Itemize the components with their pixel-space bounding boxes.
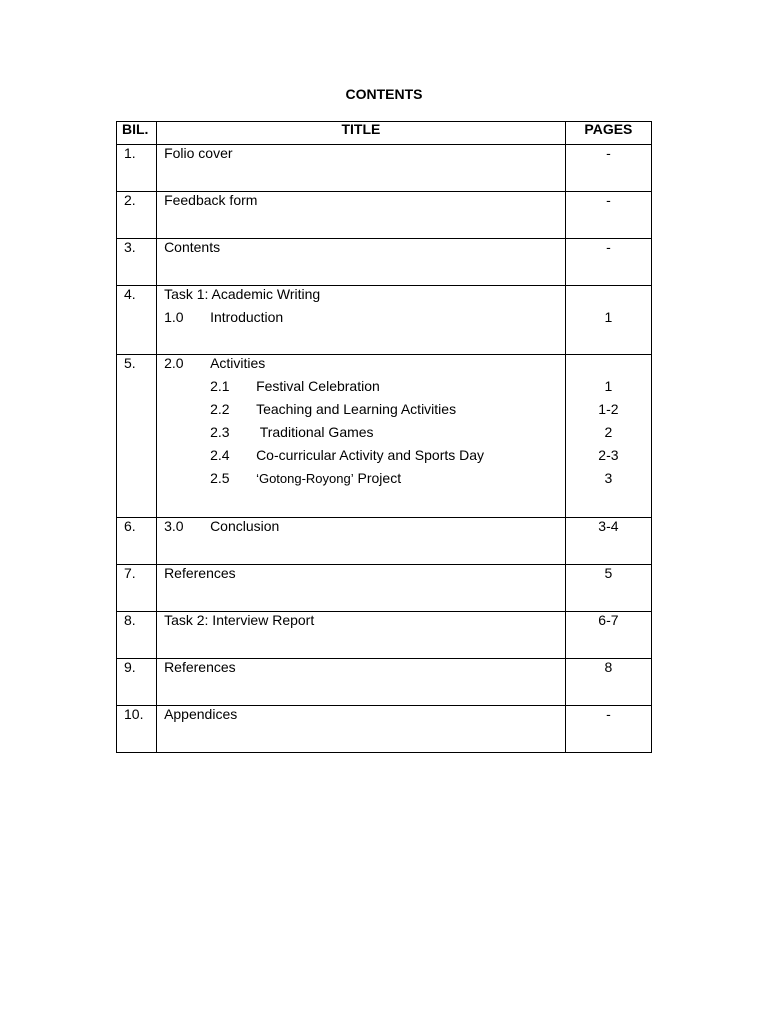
row-pages: - <box>606 192 611 208</box>
activity-number: 2.1 <box>210 378 230 394</box>
activity-label: Traditional Games <box>256 424 374 440</box>
row-number: 6. <box>124 518 136 534</box>
table-row <box>117 239 652 286</box>
header-title: TITLE <box>157 122 566 145</box>
table-row <box>117 565 652 612</box>
section-number: 3.0 <box>164 518 184 534</box>
row-title: References <box>164 659 236 675</box>
row-pages: - <box>606 706 611 722</box>
table-row <box>117 659 652 706</box>
row-pages: - <box>606 239 611 255</box>
section-line <box>164 518 565 541</box>
row-title: Feedback form <box>164 192 258 208</box>
row-title: Contents <box>164 239 221 255</box>
activity-label: Teaching and Learning Activities <box>256 401 457 417</box>
activity-pages: 1-2 <box>598 401 619 417</box>
activity-item <box>164 447 565 470</box>
activity-number: 2.4 <box>210 447 230 463</box>
row-number: 9. <box>124 659 136 675</box>
row-number: 3. <box>124 239 136 255</box>
section-title: Conclusion <box>210 518 280 534</box>
row-pages: - <box>606 145 611 161</box>
activity-number: 2.5 <box>210 470 230 486</box>
activity-label: Co-curricular Activity and Sports Day <box>256 447 485 463</box>
row-pages: 8 <box>604 659 613 675</box>
table-row <box>117 286 652 355</box>
subsection-number: 1.0 <box>164 309 184 325</box>
activity-pages: 2-3 <box>598 447 619 463</box>
row-title: Folio cover <box>164 145 233 161</box>
activity-number: 2.2 <box>210 401 230 417</box>
section-title: Activities <box>210 355 266 371</box>
row-title: References <box>164 565 236 581</box>
row-number: 1. <box>124 145 136 161</box>
activity-pages: 2 <box>604 424 613 440</box>
row-pages: 6-7 <box>598 612 619 628</box>
activity-label: Festival Celebration <box>256 378 380 394</box>
subsection-title: Introduction <box>210 309 284 325</box>
row-pages: 1 <box>604 309 613 325</box>
table-row <box>117 612 652 659</box>
header-pages: PAGES <box>565 122 651 145</box>
row-title: Task 2: Interview Report <box>164 612 315 628</box>
row-number: 7. <box>124 565 136 581</box>
row-number: 10. <box>124 706 144 722</box>
row-title: Appendices <box>164 706 238 722</box>
activity-item <box>164 378 565 401</box>
activity-pages: 1 <box>604 378 613 394</box>
activity-label-quoted: ‘Gotong-Royong’ <box>256 471 354 486</box>
table-header-row <box>117 122 652 145</box>
row-number: 2. <box>124 192 136 208</box>
activity-item <box>164 470 565 493</box>
activity-pages: 3 <box>604 470 613 486</box>
row-pages: 3-4 <box>598 518 619 534</box>
section-line <box>164 355 565 378</box>
page-title: CONTENTS <box>345 86 423 102</box>
activity-item <box>164 401 565 424</box>
row-number: 4. <box>124 286 136 302</box>
subsection-line <box>164 309 565 332</box>
table-row <box>117 145 652 192</box>
row-number: 8. <box>124 612 136 628</box>
table-row <box>117 518 652 565</box>
table-row <box>117 355 652 518</box>
row-title: Task 1: Academic Writing <box>164 286 321 302</box>
contents-table <box>116 121 652 753</box>
row-number: 5. <box>124 355 136 371</box>
table-row <box>117 192 652 239</box>
activity-number: 2.3 <box>210 424 230 440</box>
row-pages: 5 <box>604 565 613 581</box>
activity-item <box>164 424 565 447</box>
header-bil: BIL. <box>117 122 157 145</box>
section-number: 2.0 <box>164 355 184 371</box>
table-row <box>117 706 652 753</box>
activity-label: Project <box>353 470 402 486</box>
